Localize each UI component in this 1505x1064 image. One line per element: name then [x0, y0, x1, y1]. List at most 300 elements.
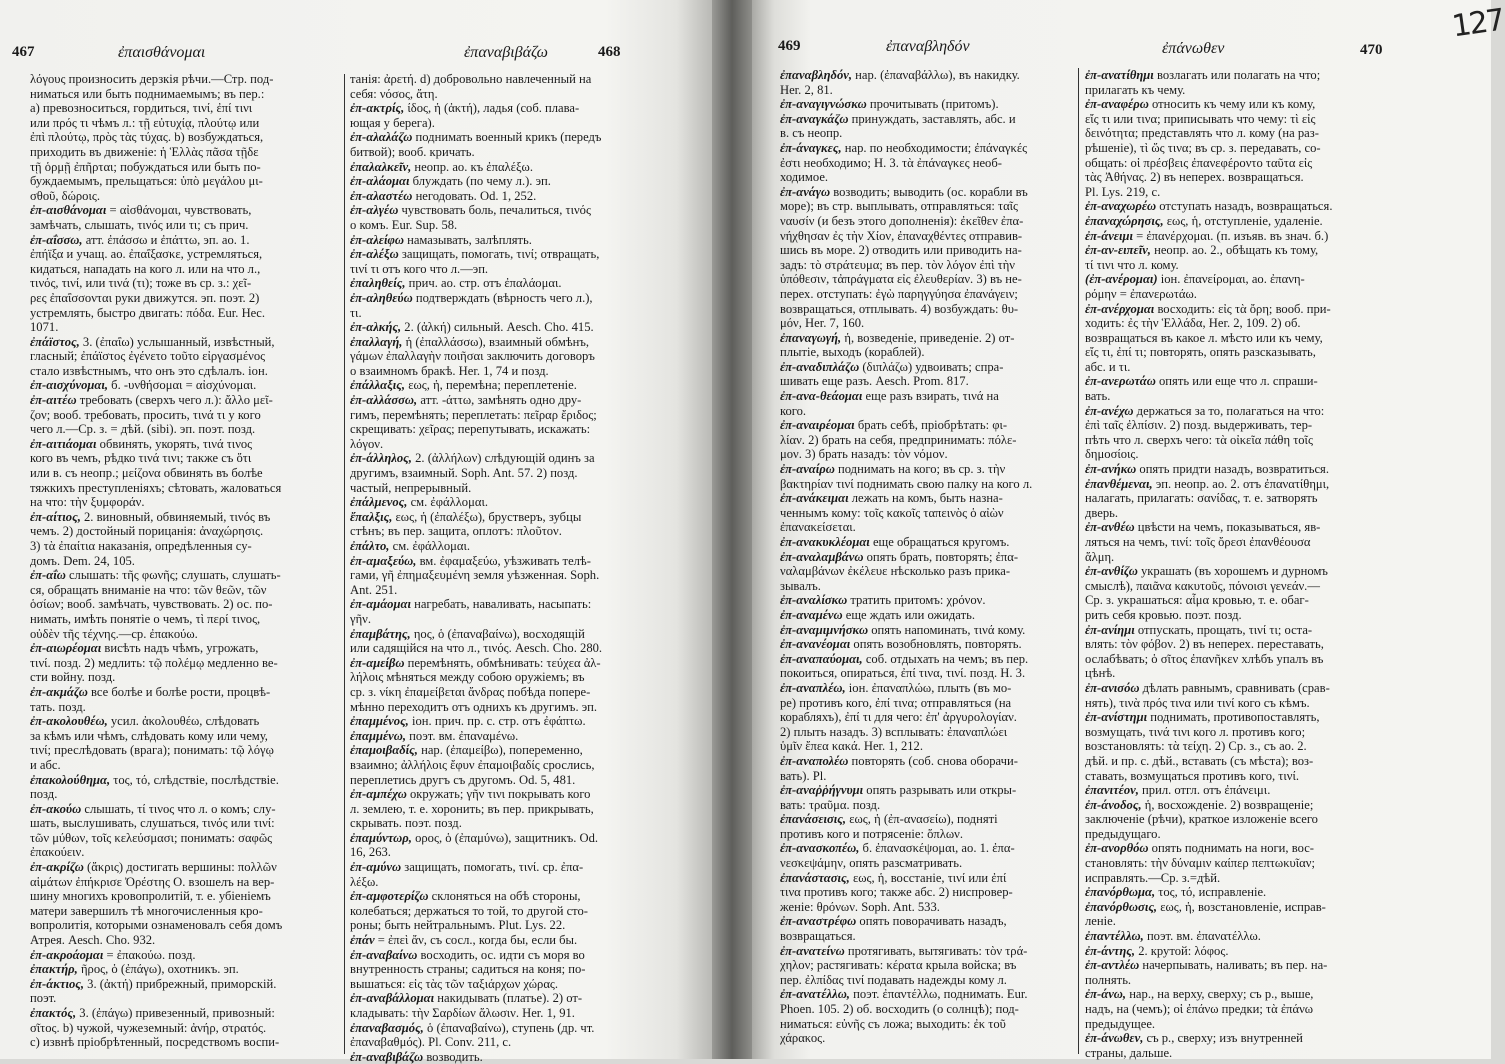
entry-headword: ἐπ-αλκής, [350, 320, 402, 335]
text-line: тяжкихъ преступленіяхъ; сѣтовать, жаловаться [30, 480, 282, 495]
entry-headword: ἐπαμβάτης, [350, 626, 411, 641]
entry-headword: ἐπ-ανορθόω [1085, 841, 1149, 856]
entry-headword: ἐπ-αντλέω [1085, 958, 1140, 973]
entry-headword: (ἐπ-ανέρομαι) [1085, 272, 1158, 287]
text-line: цѣнѣ. [1085, 666, 1116, 681]
entry-definition: 3. (ἐπαΐω) услышанный, извѣстный, [79, 334, 275, 349]
entry-definition: дѣлать равнымъ, сравнивать (срав- [1139, 680, 1330, 695]
entry-headword: ἐπ-αλάομαι [350, 174, 410, 189]
entry-definition: б. ἐπανασκέψομαι, ао. 1. ἐπα- [859, 841, 1015, 856]
text-line: ἐστι необходимо; Н. 3. τὰ ἐπάναγκες необ- [780, 155, 1002, 170]
entry-definition: ῆρος, ὁ (ἐπάγω), охотникъ. эп. [77, 962, 239, 977]
entry-headword: ἐπ-αμάομαι [350, 597, 411, 612]
text-line: возвращаться, отплывать. 4) возбуждать: θυ- [780, 301, 1019, 316]
text-line: о комъ. Eur. Sup. 58. [350, 217, 458, 232]
entry-headword: ἐπ-αναιρέομαι [780, 418, 855, 433]
entry-headword: ἐπ-αναδιπλάζω [780, 359, 860, 374]
entry-headword: ἐπ-αληθεύω [350, 290, 413, 305]
text-line [30, 568, 340, 583]
text-line: о взаимномъ бракѣ. Her. 1, 74 и позд. [350, 363, 549, 378]
text-line: дверь. [1085, 505, 1119, 520]
text-line: 1071. [30, 320, 59, 335]
text-line [30, 378, 340, 393]
entry-definition: усил. ἀκολουθέω, слѣдовать [107, 714, 260, 729]
text-line [350, 101, 655, 116]
entry-definition: нагребать, наваливать, насыпать: [410, 597, 592, 612]
text-line: абс. и τι. [1085, 359, 1131, 374]
text-line [780, 623, 1076, 638]
text-line: ослабѣвать; ὁ σῖτος ἐπανῆκεν хлѣбъ упалъ въ [1085, 651, 1324, 666]
text-line [780, 331, 1076, 346]
text-line: μον. 3) брать назадъ: τὸν νόμον. [780, 447, 948, 462]
entry-headword: ἐπ-αναστρέφω [780, 914, 857, 929]
text-line: вать: τραῦμα. позд. [780, 797, 881, 812]
text-line: ἅλμη. [1085, 549, 1115, 564]
entry-headword: ἐπ-αναίρω [780, 462, 835, 477]
text-line: на что: τὴν ξυμφοράν. [30, 495, 145, 510]
text-line [350, 291, 655, 306]
text-line: дѣй. и пр. с. дѣй., вставать (съ мѣста); воз- [1085, 753, 1314, 768]
entry-definition: накидывать (платье). 2) от- [434, 991, 583, 1006]
text-line [350, 714, 655, 729]
entry-definition: висѣть надъ чѣмъ, угрожать, [101, 641, 259, 656]
entry-headword: ἐπαλλαγή, [350, 334, 403, 349]
text-line: нимать, имѣть понятіе о чемъ, τὶ περί τινος, [30, 611, 261, 626]
text-line: скрывать. поэт. позд. [350, 816, 462, 831]
entry-headword: ἐπ-αλείφω [350, 232, 404, 247]
text-line [30, 1006, 340, 1021]
entry-headword: ἐπ-αιωρέομαι [30, 641, 102, 656]
text-line: предыдущаго. [1085, 826, 1161, 841]
text-line: τινα противъ кого; также абс. 2) ниспровер- [780, 885, 1013, 900]
entry-headword: ἐπαληθείς, [350, 276, 406, 291]
entry-definition: = ἐπανέρχομαι. (п. изъяв. въ знач. б.) [1132, 228, 1329, 243]
entry-definition: возводить. [423, 1049, 483, 1064]
text-line: матери завершилъ тѣ многочисленныя кро- [30, 903, 263, 918]
text-line [1085, 841, 1480, 856]
entry-headword: ἐπ-αλαστέω [350, 188, 413, 203]
entry-headword: ἐπ-ανθέω [1085, 520, 1135, 535]
text-line [780, 754, 1076, 769]
entry-definition: отступать назадъ, возвращаться. [1156, 199, 1333, 214]
column-divider [344, 74, 345, 1054]
entry-definition: εως, ἡ, восстаніе, τινί или ἐπί [849, 870, 1007, 885]
text-line [1085, 900, 1480, 915]
page-number-470: 470 [1360, 42, 1383, 58]
text-line [1085, 944, 1480, 959]
text-line: τινί. позд. 2) медлить: τῷ πολέμῳ медленно ве- [30, 655, 278, 670]
text-line [780, 360, 1076, 375]
text-line: λόγον. [350, 436, 384, 451]
text-line [780, 841, 1076, 856]
column-4 [1085, 68, 1480, 1060]
text-line: л. землею, т. е. хоронить; въ пер. прикрывать, [350, 801, 594, 816]
entry-headword: ἐπ-ανέρχομαι [1085, 301, 1155, 316]
entry-headword: ἐπαναβασμός, [350, 1020, 424, 1035]
guide-word-left: ἐπαισθάνομαι [118, 44, 206, 61]
entry-headword: ἐπ-ακρίζω [30, 860, 84, 875]
entry-definition: требовать (сверхъ чего л.): ἄλλο μεῖ- [76, 393, 273, 408]
entry-headword: ἐπανόρθωμα, [1085, 885, 1156, 900]
text-line [780, 418, 1076, 433]
text-line: шись въ море. 2) отводить или приводить на- [780, 243, 1022, 258]
text-line: надъ, на (чемъ); οἱ ἐπάνω предки; τὰ ἐπάνω [1085, 1002, 1314, 1016]
entry-definition: поэт. ἐπαντέλλω, поднимать. Eur. [849, 987, 1028, 1002]
text-line: внутренность страны; садиться на коня; по- [350, 962, 586, 977]
text-line [350, 510, 655, 525]
entry-definition: тратить притомъ: χρόνον. [847, 593, 986, 608]
entry-headword: ἐπ-ακολουθέω, [30, 714, 108, 729]
entry-definition: ηος, ὁ (ἐπαναβαίνω), восходящій [410, 626, 585, 641]
entry-headword: ἐπαναγωγή, [780, 330, 842, 345]
page-number-467: 467 [12, 44, 35, 60]
text-line: за кѣмъ или чѣмъ, слѣдовать кому или чему, [30, 728, 268, 743]
text-line [30, 335, 340, 350]
entry-headword: ἐπ-αναλαμβάνω [780, 549, 864, 564]
entry-headword: ἐπ-αναβιβάζω [350, 1049, 424, 1064]
entry-headword: ἐπ-άνωθεν, [1085, 1031, 1144, 1046]
text-line: χηλον; растягивать: κέρατα крыла войска; въ [780, 958, 1017, 973]
entry-definition: εως, ἡ, возстановленіе, исправ- [1157, 899, 1326, 914]
entry-headword: ἐπαναβληδόν, [780, 68, 853, 82]
text-line [1085, 97, 1480, 112]
entry-definition: поэт. вм. ἐπανατέλλω. [1143, 929, 1261, 944]
entry-definition: опять возобновлять, повторять. [850, 637, 1022, 652]
text-line: μόν, Her. 7, 160. [780, 316, 865, 331]
text-line: вать. [1085, 389, 1111, 404]
entry-headword: ἐπ-αναγιγνώσκω [780, 97, 867, 112]
guide-word-right: ἐπαναβιβάζω [464, 44, 548, 61]
text-line: шину многихъ кровопролитій, т. е. убіеніемъ [30, 889, 271, 904]
text-line: кидаться, нападать на кого л. или на что л., [30, 261, 261, 276]
text-line: зывалъ. [780, 578, 821, 593]
text-line [30, 773, 340, 788]
entry-headword: ἐπ-άνοδος, [1085, 797, 1142, 812]
text-line: Ant. 251. [350, 582, 398, 597]
entry-definition: 3. (ἐπάγω) привезенный, привозный: [76, 1006, 275, 1020]
text-line [780, 68, 1076, 83]
text-line: себя: νόσος, ἄτη. [350, 86, 438, 101]
entry-headword: ἐπ-ακροάομαι [30, 947, 104, 962]
text-line: ἐπακούειν. [30, 845, 85, 860]
text-line [1085, 462, 1480, 477]
entry-headword: ἐπαντέλλω, [1085, 929, 1144, 944]
entry-definition: (διπλάζω) удвоивать; спра- [859, 359, 1004, 374]
entry-definition: εως, ἡ, перемѣна; переплетеніе. [405, 378, 577, 393]
text-line: τι. [350, 305, 362, 320]
text-line: ἐπὶ ταῖς ἐλπίσιν. 2) позд. выдерживать, тер- [1085, 418, 1313, 433]
text-line: εἴς τι, ἐπί τι; повторять, опять разсказывать, [1085, 345, 1316, 360]
entry-headword: ἐπ-αιτιάομαι [30, 436, 97, 451]
entry-headword: ἐπ-αμύνω [350, 860, 402, 875]
entry-headword: ἐπ-αμπέχω [350, 787, 407, 802]
entry-headword: ἐπ-αναῤῥήγνυμι [780, 783, 864, 798]
handwritten-note: 127 [1449, 2, 1505, 45]
entry-headword: ἐπ-αλλάσσω, [350, 393, 418, 408]
entry-headword: ἐπ-αν-ειπεῖν, [1085, 243, 1151, 258]
entry-definition: опять напоминать, τινά кому. [868, 622, 1026, 637]
entry-headword: ἐπ-αισθάνομαι [30, 203, 107, 218]
text-line [350, 597, 655, 612]
text-line: позд. [30, 787, 58, 802]
entry-headword: ἐπ-αναπλέω, [780, 680, 846, 695]
text-line: буждаемымъ, прельщаться: ὑπὸ μεγάλου μι- [30, 174, 263, 189]
entry-definition: брать себѣ, пріобрѣтать: φι- [854, 418, 1008, 433]
entry-headword: ἐπ-αναπολέω [780, 753, 849, 768]
entry-headword: ἐπ-ανθίζω [1085, 564, 1138, 579]
entry-headword: ἐπ-αλαλάζω [350, 130, 413, 145]
text-line: ὑπόθεσιν, τἀπράγματα εἰς ἐλευθερίαν. 3) въ не- [780, 272, 1022, 287]
entry-definition: держаться за то, полагаться на что: [1133, 403, 1325, 418]
text-line: χάρακος. [780, 1031, 826, 1046]
entry-headword: ἐπαλαλκεῖν, [350, 159, 412, 174]
entry-headword: ἐπ-ανατίθημι [1085, 68, 1154, 82]
text-line [780, 550, 1076, 565]
text-line [350, 393, 655, 408]
text-line: пѣть что л. сверхъ чего: τὰ οἰκεῖα πάθη τοῖς [1085, 432, 1313, 447]
text-line [30, 962, 340, 977]
entry-definition: нар. (ἐπαμείβω), попеременно, [417, 743, 583, 758]
entry-headword: ἐπ-ανασκοπέω, [780, 841, 860, 856]
text-line: вопролитія, которыми ознаменовалъ себя домъ [30, 918, 283, 933]
entry-definition: опять разрывать или откры- [863, 783, 1017, 798]
entry-headword: ἐπ-ανα-θεάομαι [780, 389, 863, 404]
text-line: чемъ. 2) достойный порицанія: ἀναχώρησις. [30, 524, 264, 539]
entry-headword: ἐπ-άνειμι [1085, 228, 1133, 243]
entry-headword: ἐπάλτο, [350, 539, 390, 553]
text-line: ниматься или быть поднимаемымъ; въ пер.: [30, 86, 265, 101]
text-line: налагать, прилагать: σανίδας, т. е. затворять [1085, 491, 1318, 506]
text-line: море); въ стр. выплывать, отправляться: ταῖς [780, 199, 1019, 214]
entry-definition: перемѣнять, обмѣнивать: τεύχεα ἀλ- [404, 655, 601, 670]
text-line: αἱμάτων ἐπήκρισε Ὀρέστης О. взошелъ на вер- [30, 874, 275, 889]
text-line: предыдущее. [1085, 1016, 1156, 1031]
entry-definition: слышать, τί τινος что л. о комъ; слу- [81, 801, 276, 816]
entry-definition: нар., на верху, сверху; съ р., выше, [1126, 987, 1314, 1002]
entry-definition: поднимать на кого; въ ср. з. τὴν [834, 462, 1006, 477]
entry-headword: ἐπανόρθωσις, [1085, 899, 1158, 914]
entry-definition: эп. неопр. ао. 2. отъ ἐπανατίθημι, [1152, 476, 1330, 491]
entry-definition: (ἄκρις) достигать вершины: πολλῶν [83, 860, 277, 875]
text-line: противъ кого и потрясеніе: ὅπλων. [780, 826, 963, 841]
entry-definition: поэт. вм. ἐπαναμένω. [406, 728, 519, 743]
entry-definition: опять поворачивать назадъ, [856, 914, 1007, 929]
entry-headword: ἐπ-άντης, [1085, 943, 1136, 958]
text-line [30, 685, 340, 700]
entry-headword: ἐπ-αναβαίνω [350, 947, 418, 962]
text-line [350, 539, 655, 554]
entry-definition: обвинять, укорять, τινά τινος [96, 436, 253, 451]
page-number-468: 468 [598, 44, 621, 60]
entry-headword: ἐπ-αναβάλλομαι [350, 991, 435, 1006]
entry-headword: ἐπ-ανατείνω [780, 943, 845, 958]
text-line: Pl. Lys. 219, c. [1085, 184, 1161, 199]
entry-headword: ἐπαμύντωρ, [350, 830, 412, 845]
text-line: τί τινι что л. кому. [1085, 257, 1179, 272]
entry-definition: іон. ἐπανείρομαι, ао. ἐπανη- [1157, 272, 1305, 287]
text-line: Phoen. 105. 2) об. восходить (о солнцѣ); под- [780, 1002, 1019, 1016]
entry-definition: еще разъ взирать, τινά на [862, 389, 999, 404]
text-line: λήλοις мѣняться между собою оружіемъ; въ [350, 670, 585, 685]
text-line [1085, 710, 1480, 725]
text-line [30, 437, 340, 452]
text-line [780, 608, 1076, 623]
entry-headword: ἐπ-αναμιμνήσκω [780, 622, 869, 637]
text-line: ниматься: εὐνῆς съ ложа; выходить: ἐκ τοῦ [780, 1016, 1006, 1031]
text-line: шивать еще разъ. Aesch. Prom. 817. [780, 374, 969, 389]
entry-definition: εως, ἡ (ἐπαλέξω), брустверъ, зубцы [392, 509, 582, 524]
text-line: роны; быть нейтральнымъ. Plut. Lys. 22. [350, 918, 566, 933]
text-line [350, 729, 655, 744]
text-line: сти войну. позд. [30, 670, 116, 685]
text-line [30, 203, 340, 218]
entry-definition: протягивать, вытягивать: τὸν τρά- [844, 943, 1028, 958]
entry-definition: восходить, ос. идти съ моря во [417, 947, 585, 962]
text-line: ченнымъ кому: τοῖς κακοῖς ταπεινὸς ὁ αἰὼν [780, 505, 1004, 520]
text-line: ρόμην = ἐπανερωτάω. [1085, 286, 1197, 301]
text-line [30, 802, 340, 817]
text-line [350, 203, 655, 218]
entry-definition: = ἐπεὶ ἄν, съ сосл., когда бы, если бы. [374, 933, 578, 948]
entry-headword: ἐπ-ανάγω [780, 184, 831, 199]
entry-headword: ἐπ-ανισόω [1085, 680, 1140, 695]
entry-definition: повторять (соб. снова оборачи- [848, 753, 1018, 768]
entry-definition: прочитывать (притомъ). [866, 97, 999, 112]
text-line [30, 510, 340, 525]
entry-headword: ἐπ-ακμάζω [30, 684, 88, 699]
text-line: возмущать, τινά τινι кого л. противъ кого; [1085, 724, 1306, 739]
text-line: тать. позд. [30, 699, 86, 714]
text-line [1085, 783, 1480, 798]
text-line: страны, дальше. [1085, 1045, 1173, 1060]
text-line: перех. отступать: ἐγὼ παρηγγύησα ἐπανάγειν; [780, 286, 1018, 301]
entry-headword: ἐπάϊστος, [30, 334, 80, 349]
entry-headword: ἐπ-άκτιος, [30, 976, 85, 991]
text-line [350, 130, 655, 145]
text-line [1085, 243, 1480, 258]
entry-definition: τος, τό, исправленіе. [1155, 885, 1267, 900]
entry-definition: чувствовать боль, печалиться, τινός [398, 203, 591, 218]
text-line: ляться на чемъ, τινί: τοῖς ὄρεσι ἐπανθέουσα [1085, 535, 1311, 549]
text-line: танія: ἀρετή. d) добровольно навлеченный на [350, 72, 592, 86]
entry-headword: ἐπάλμενος, [350, 495, 408, 510]
text-line [1085, 987, 1480, 1002]
entry-headword: ἐπ-αναγκάζω [780, 111, 849, 126]
entry-definition: поднимать, противопоставлять, [1147, 710, 1320, 725]
text-line [780, 462, 1076, 477]
text-line: замѣчать, слышать, τινός или τι; съ прич. [30, 217, 249, 232]
text-line [1085, 1031, 1480, 1046]
text-line [780, 535, 1076, 550]
text-line [350, 948, 655, 963]
text-line: τῶν μύθων, τοῖς κελεύσμασι; понимать: σαφῶς [30, 830, 273, 845]
text-line [1085, 477, 1480, 492]
text-line: c) извнѣ пріобрѣтенный, посредствомъ воспи- [30, 1035, 280, 1050]
entry-definition: 2. (ἀλλήλων) слѣдующій одинъ за [411, 451, 595, 466]
text-line [350, 320, 655, 335]
entry-definition: защищать, помогать, τινί; отвращать, [398, 247, 600, 262]
text-line: δημοσίοις. [1085, 447, 1139, 462]
text-line: ἐπαναβαθμός). Pl. Conv. 211, c. [350, 1035, 512, 1050]
text-line [1085, 374, 1480, 389]
text-line: ἐπὶ πλούτῳ, πρὸς τὰς τύχας. b) возбуждаться, [30, 130, 264, 145]
entry-headword: ἐπ-αίτιος, [30, 509, 81, 524]
text-line [350, 160, 655, 175]
text-line [780, 97, 1076, 112]
entry-definition: ἡ, возведеніе, приведеніе. 2) от- [841, 330, 1015, 345]
entry-headword: ἐπαμμένω, [350, 728, 407, 743]
text-line: Атрея. Aesch. Cho. 932. [30, 933, 156, 948]
text-line [30, 641, 340, 656]
entry-headword: ἐπ-ανατέλλω, [780, 987, 850, 1002]
text-line: гимъ, перемѣнять; переплетать: πεῖραρ ἔριδος; [350, 407, 597, 422]
text-line [780, 593, 1076, 608]
text-line: ρες ἐπαΐσσονται руки движутся. эп. поэт. 2) [30, 290, 260, 305]
entry-definition: защищать, помогать, τινί. ср. ἐπα- [401, 860, 584, 875]
entry-definition: еще ждать или ожидать. [842, 607, 975, 622]
text-line [780, 944, 1076, 959]
entry-definition: поднимать военный крикъ (передъ [412, 130, 602, 145]
text-line: γάμων ἐπαλλαγὴν ποιῆσαι заключить договоръ [350, 349, 595, 364]
entry-headword: ἐπ-αλγέω [350, 203, 399, 218]
text-line: рить себя кровью. поэт. позд. [1085, 607, 1242, 622]
text-line: прилагать къ чему. [1085, 82, 1186, 97]
column-1 [30, 72, 340, 1050]
text-line: переплетись другъ съ другомъ. Od. 5, 481. [350, 772, 576, 787]
entry-definition: 2. крутой: λόφος. [1135, 943, 1229, 958]
entry-headword: ἐπ-αισχύνομαι, [30, 378, 109, 393]
text-line: гласный; ἐπάϊστος ἐγένετο τοῦτο εἰργασμένος [30, 349, 266, 364]
page-number-469: 469 [778, 38, 801, 54]
entry-headword: ἐπακολούθημα, [30, 772, 111, 787]
entry-headword: ἐπ-αΐω [30, 568, 66, 583]
text-line: τινός, τινί, или τινά (τι); тоже въ ср. з.: χεῖ- [30, 276, 252, 291]
entry-definition: отпускать, прощать, τινί τι; оста- [1134, 622, 1313, 637]
text-line [1085, 404, 1480, 419]
text-line [1085, 958, 1480, 973]
entry-definition: неопр. ао. къ ἐπαλέξω. [411, 159, 533, 174]
text-line [1085, 214, 1480, 229]
text-line [1085, 272, 1480, 287]
text-line [350, 627, 655, 642]
entry-headword: ἐπ-αναλίσκω [780, 593, 848, 608]
entry-headword: ἐπ-ακούω [30, 801, 82, 816]
entry-headword: ἐπ-άναγκες, [780, 140, 842, 155]
guide-word-left: ἐπαναβληδόν [886, 38, 970, 55]
entry-headword: ἐπ-αμαξεύω, [350, 553, 417, 568]
entry-definition: атт. ἐπάσσω и ἐπάττω, эп. ао. 1. [82, 232, 250, 247]
text-line: Ср. з. украшаться: αἷμα кровью, т. е. обаг- [1085, 593, 1309, 608]
text-line: другимъ, взаимный. Soph. Ant. 57. 2) позд. [350, 466, 578, 481]
entry-definition: см. ἐφάλλομαι. [389, 539, 471, 553]
entry-definition: ὁ (ἐπαναβαίνω), ступень (др. чт. [423, 1020, 595, 1035]
text-line [350, 889, 655, 904]
entry-definition: относить къ чему или къ кому, [1148, 97, 1316, 112]
text-line [30, 948, 340, 963]
text-line: βακτηρίαν τινί поднимать свою палку на кого л. [780, 476, 1033, 491]
text-line: ющая у берега). [350, 115, 435, 130]
entry-definition: опять или еще что л. спраши- [1155, 374, 1318, 389]
text-line: ὑμῖν ἔπεα κακά. Her. 1, 212. [780, 739, 923, 754]
text-line [350, 233, 655, 248]
text-line: σῖτος. b) чужой, чужеземный: ἀνήρ, στρατός. [30, 1020, 267, 1035]
entry-headword: ἐπ-ανήκω [1085, 462, 1137, 477]
text-line: δεινότητα; представлять что л. кому (на раз- [1085, 126, 1319, 141]
entry-definition: см. ἐφάλλομαι. [407, 495, 488, 510]
entry-headword: ἐπ-αναμένω [780, 607, 843, 622]
entry-definition: атт. -άττω, замѣнять одно дру- [417, 393, 582, 408]
entry-definition: вм. ἐφαμαξεύω, уѣзживать телѣ- [416, 553, 591, 568]
